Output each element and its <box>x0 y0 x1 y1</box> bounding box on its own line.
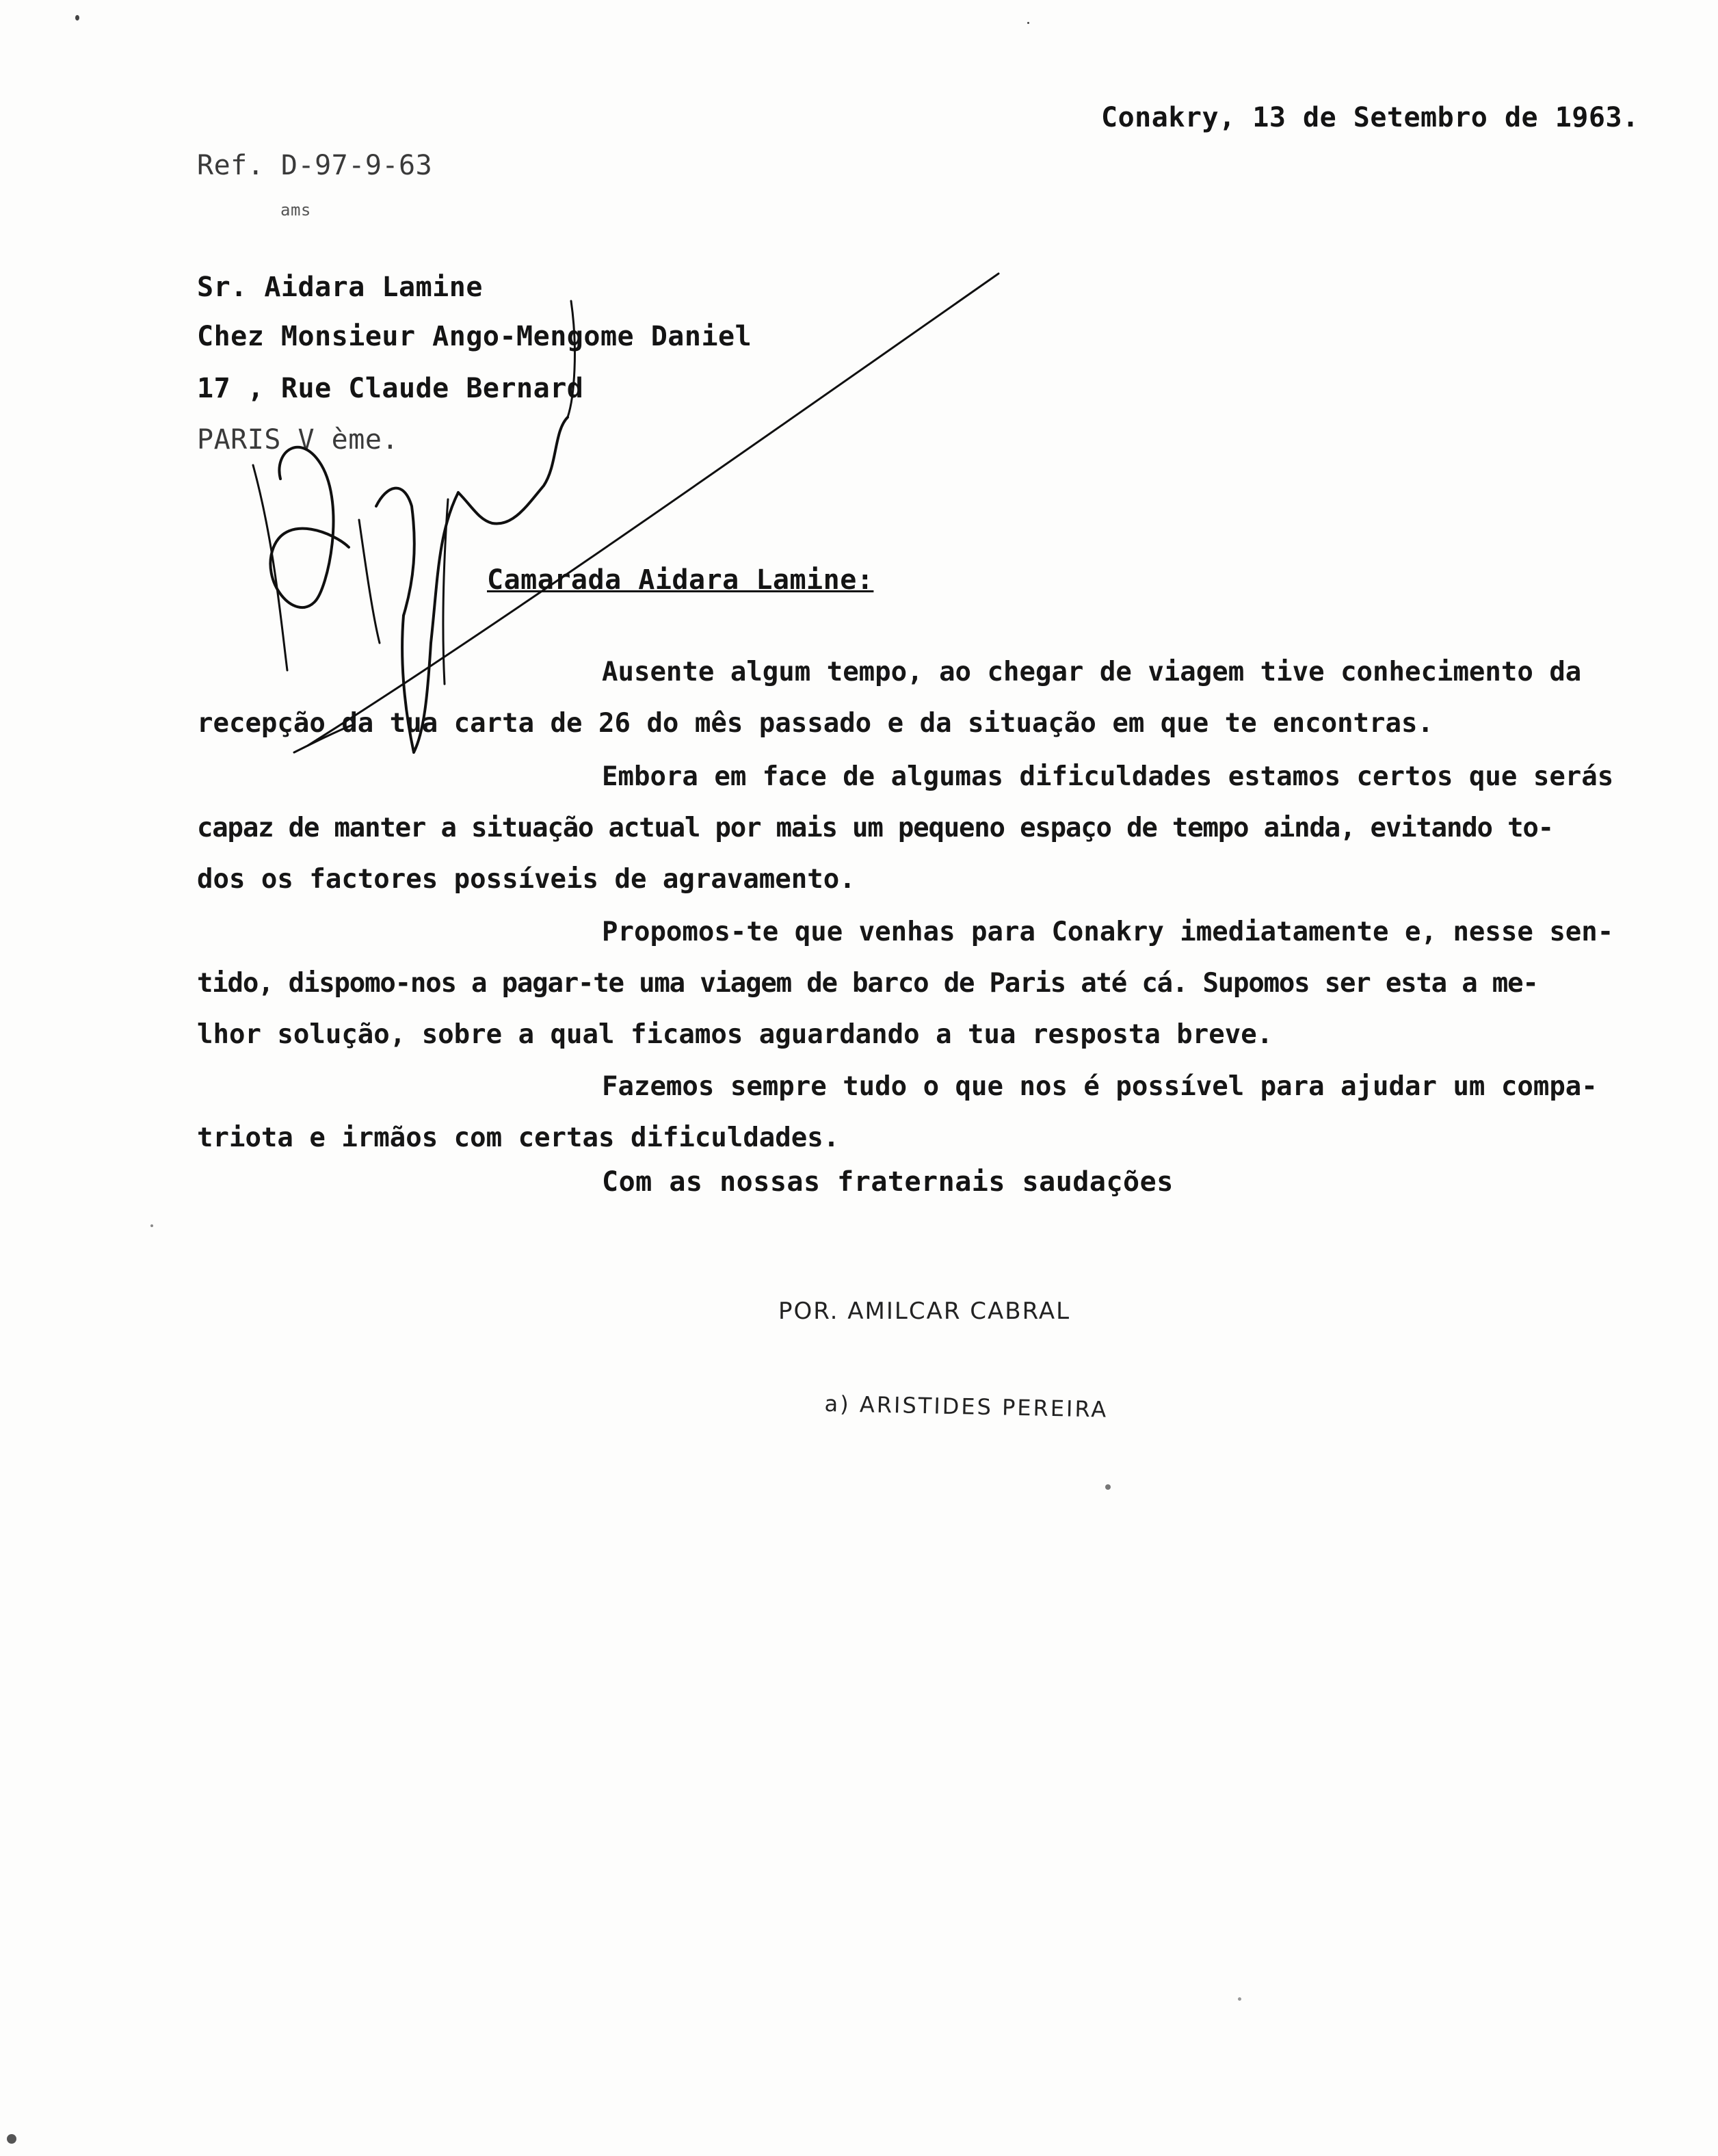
scan-speck <box>7 2134 16 2144</box>
paragraph-line: Embora em face de algumas dificuldades estamos certos que serás <box>602 761 1614 792</box>
paragraph-line: Fazemos sempre tudo o que nos é possível para ajudar um compa- <box>602 1071 1598 1102</box>
paragraph-line: recepção da tua carta de 26 do mês passado e da situação em que te encontras. <box>197 708 1433 739</box>
paragraph-line: lhor solução, sobre a qual ficamos aguardando a tua resposta breve. <box>197 1019 1273 1050</box>
paragraph-line: dos os factores possíveis de agravamento. <box>197 864 856 895</box>
scan-speck <box>75 15 79 21</box>
recipient-name: Sr. Aidara Lamine <box>197 272 483 303</box>
paragraph-line: triota e irmãos com certas dificuldades. <box>197 1122 840 1153</box>
paragraph-line: Ausente algum tempo, ao chegar de viagem tive conhecimento da <box>602 657 1582 687</box>
signoff-line: POR. AMILCAR CABRAL <box>778 1298 1071 1325</box>
signer-name: a) ARISTIDES PEREIRA <box>824 1391 1109 1423</box>
recipient-street: 17 , Rue Claude Bernard <box>197 373 584 404</box>
recipient-city: PARIS V ème. <box>197 424 399 456</box>
handwritten-signature <box>233 260 1012 780</box>
paragraph-line: tido, dispomo-nos a pagar-te uma viagem de barco de Paris até cá. Supomos ser esta a me- <box>197 968 1538 999</box>
scan-speck <box>1105 1484 1111 1490</box>
recipient-care-of: Chez Monsieur Ango-Mengome Daniel <box>197 321 752 352</box>
scan-speck <box>150 1224 153 1227</box>
paragraph-line: capaz de manter a situação actual por mais um pequeno espaço de tempo ainda, evitando to- <box>197 813 1553 843</box>
reference-initials: ams <box>280 200 311 220</box>
closing-line: Com as nossas fraternais saudações <box>602 1166 1174 1198</box>
paragraph-line: Propomos-te que venhas para Conakry imediatamente e, nesse sen- <box>602 917 1614 947</box>
salutation: Camarada Aidara Lamine: <box>487 564 874 596</box>
scan-speck <box>1027 22 1029 24</box>
reference-number: Ref. D-97-9-63 <box>197 150 433 181</box>
scan-speck <box>1238 1997 1241 2001</box>
place-date: Conakry, 13 de Setembro de 1963. <box>1101 102 1639 133</box>
